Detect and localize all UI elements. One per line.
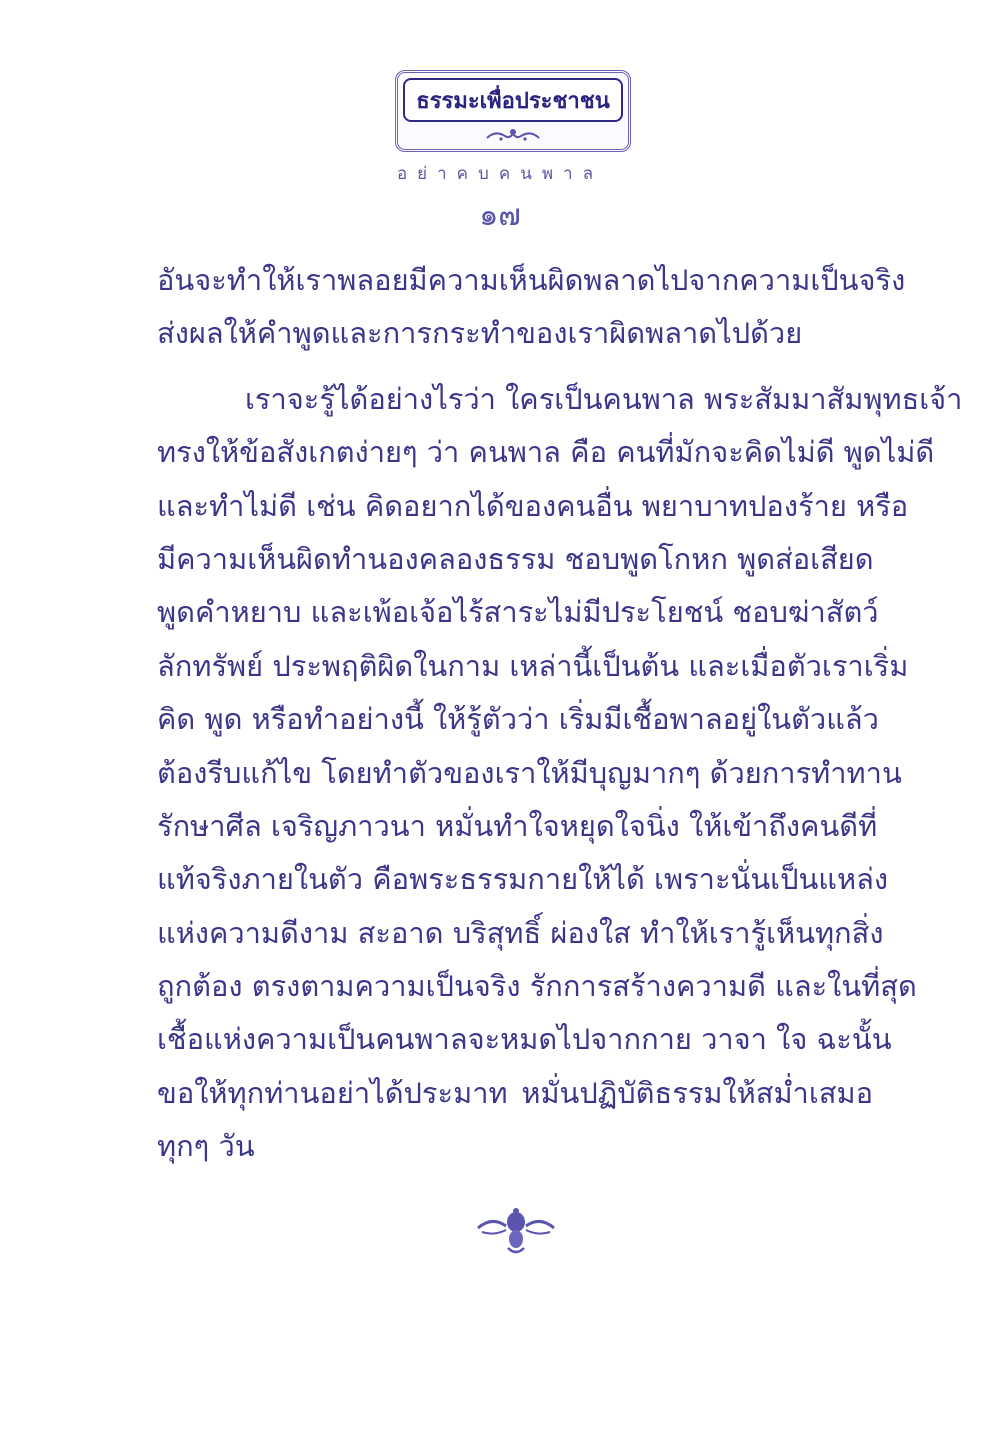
text-line: ส่งผลให้คำพูดและการกระทำของเราผิดพลาดไปด้วย: [157, 316, 803, 351]
floral-ornament-icon: [474, 1206, 558, 1258]
text-line: รักษาศีล เจริญภาวนา หมั่นทำใจหยุดใจนิ่ง ให้เข้าถึงคนดีที่: [157, 808, 878, 843]
logo-inner-frame: [403, 78, 623, 122]
text-line: ถูกต้อง ตรงตามความเป็นจริง รักการสร้างความดี และในที่สุด: [157, 969, 917, 1004]
flourish-ornament-icon: [483, 126, 543, 144]
text-line: เราจะรู้ได้อย่างไรว่า ใครเป็นคนพาล พระสัมมาสัมพุทธเจ้า: [245, 381, 963, 416]
text-line: ขอให้ทุกท่านอย่าได้ประมาท หมั่นปฏิบัติธรรมให้สม่ำเสมอ: [157, 1075, 873, 1110]
text-line: และทำไม่ดี เช่น คิดอยากได้ของคนอื่น พยาบาทปองร้าย หรือ: [157, 488, 909, 523]
text-line: แห่งความดีงาม สะอาด บริสุทธิ์ ผ่องใส ทำให้เรารู้เห็นทุกสิ่ง: [157, 915, 884, 950]
logo-text: ธรรมะเพื่อประชาชน: [416, 88, 610, 114]
text-line: อันจะทำให้เราพลอยมีความเห็นผิดพลาดไปจากความเป็นจริง: [157, 263, 906, 297]
text-line: พูดคำหยาบ และเพ้อเจ้อไร้สาระไม่มีประโยชน์ ชอบฆ่าสัตว์: [157, 595, 879, 630]
body-text: [157, 254, 963, 1174]
text-line: ต้องรีบแก้ไข โดยทำตัวของเราให้มีบุญมากๆ ด้วยการทำทาน: [157, 755, 902, 790]
text-line: ทรงให้ข้อสังเกตง่ายๆ ว่า คนพาล คือ คนที่มักจะคิดไม่ดี พูดไม่ดี: [157, 435, 935, 470]
text-line: แท้จริงภายในตัว คือพระธรรมกายให้ได้ เพราะนั่นเป็นแหล่ง: [157, 862, 889, 897]
text-line: ลักทรัพย์ ประพฤติผิดในกาม เหล่านี้เป็นต้น และเมื่อตัวเราเริ่ม: [157, 648, 909, 683]
text-line: คิด พูด หรือทำอย่างนี้ ให้รู้ตัวว่า เริ่มมีเชื้อพาลอยู่ในตัวแล้ว: [157, 702, 879, 737]
series-logo: [395, 70, 631, 152]
page-number: ๑๗: [479, 198, 521, 233]
chapter-subtitle: อย่าคบคนพาล: [396, 164, 604, 184]
text-line: เชื้อแห่งความเป็นคนพาลจะหมดไปจากกาย วาจา ใจ ฉะนั้น: [157, 1022, 892, 1057]
text-line: ทุกๆ วัน: [157, 1129, 255, 1164]
text-line: มีความเห็นผิดทำนองคลองธรรม ชอบพูดโกหก พูดส่อเสียด: [157, 541, 874, 576]
